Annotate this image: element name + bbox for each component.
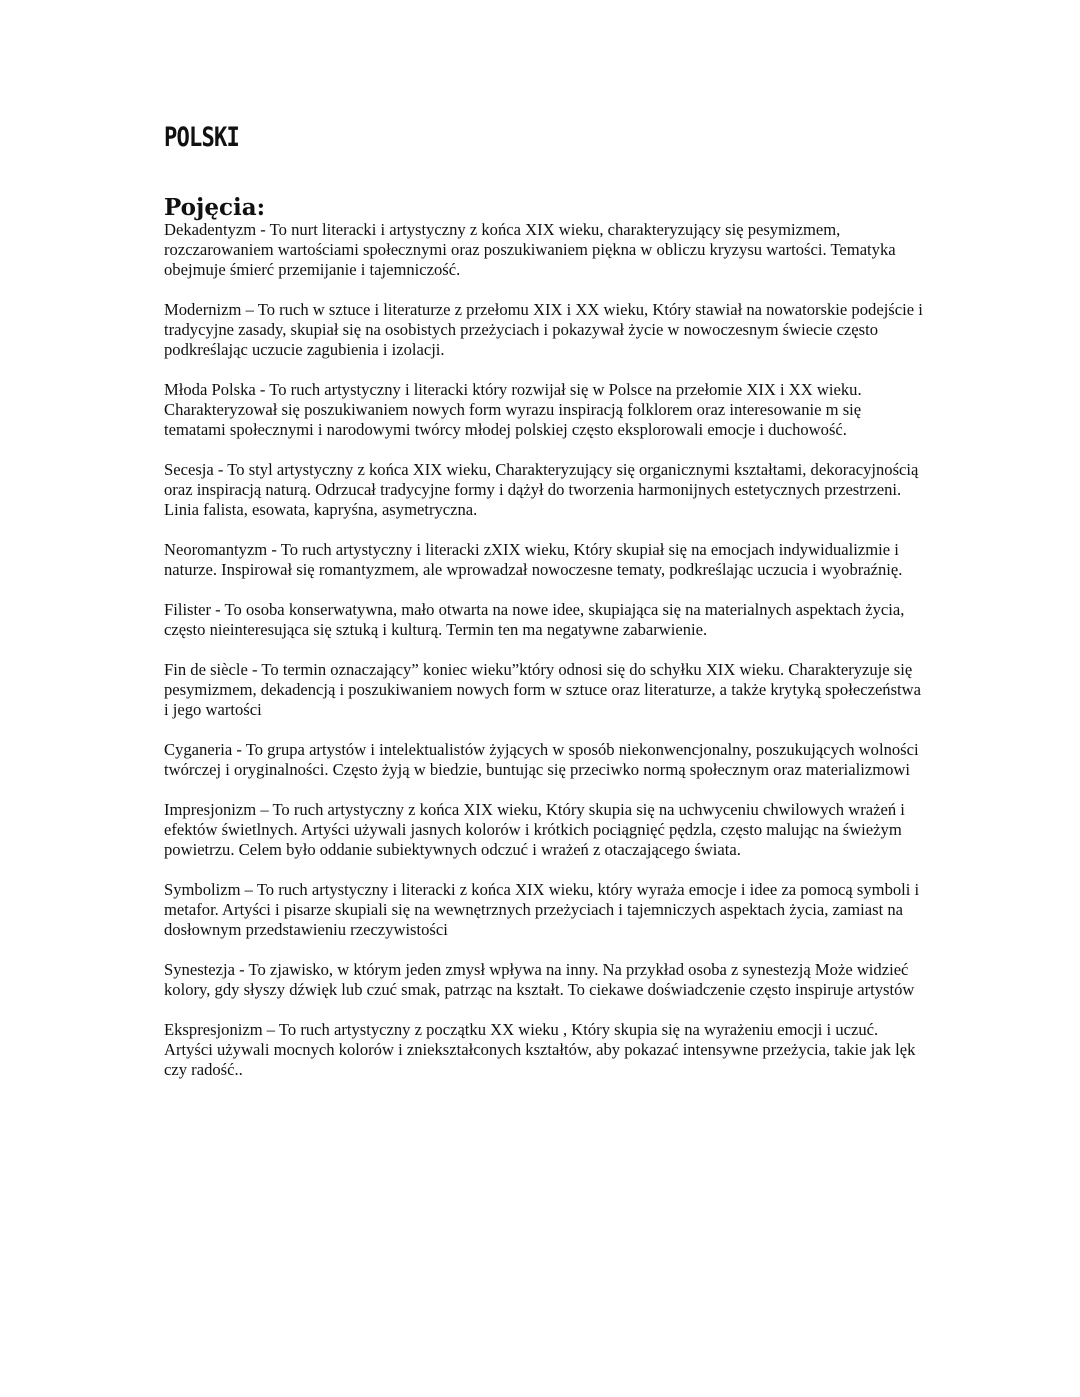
- term-mloda-polska: Młoda Polska - To ruch artystyczny i literacki który rozwijał się w Polsce na przełomie XIX i XX wieku. Charakteryzował się poszukiwaniem nowych form wyrazu inspiracją folklorem oraz interesowanie m się tematami społecznymi i narodowymi twórcy młodej polskiej często eksplorowali emocje i duchowość.: [164, 380, 862, 439]
- term-ekspresjonizm: Ekspresjonizm – To ruch artystyczny z początku XX wieku , Który skupia się na wyrażeniu emocji i uczuć. Artyści używali mocnych kolorów i zniekształconych kształtów, aby pokazać intensywne przeżycia, takie jak lęk czy radość..: [164, 1020, 916, 1079]
- term-filister: Filister - To osoba konserwatywna, mało otwarta na nowe idee, skupiająca się na materialnych aspektach życia, często nieinteresująca się sztuką i kulturą. Termin ten ma negatywne zabarwienie.: [164, 600, 905, 639]
- term-impresjonizm: Impresjonizm – To ruch artystyczny z końca XIX wieku, Który skupia się na uchwyceniu chwilowych wrażeń i efektów świetlnych. Artyści używali jasnych kolorów i krótkich pociągnięć pędzla, często malując na świeżym powietrzu. Celem było oddanie subiektywnych odczuć i wrażeń z otaczającego świata.: [164, 800, 905, 859]
- term-fin-de-siecle: Fin de siècle - To termin oznaczający” koniec wieku”który odnosi się do schyłku XIX wieku. Charakteryzuje się pesymizmem, dekadencją i poszukiwaniem nowych form w sztuce oraz literaturze, a także krytyką społeczeństwa i jego wartości: [164, 660, 922, 719]
- term-dekadentyzm: Dekadentyzm - To nurt literacki i artystyczny z końca XIX wieku, charakteryzujący się pesymizmem, rozczarowaniem wartościami społecznymi oraz poszukiwaniem piękna w obliczu kryzysu wartości. Tematyka obejmuje śmierć przemijanie i tajemniczość.: [164, 220, 896, 279]
- term-secesja: Secesja - To styl artystyczny z końca XIX wieku, Charakteryzujący się organicznymi kształtami, dekoracyjnością oraz inspiracją naturą. Odrzucał tradycyjne formy i dążył do tworzenia harmonijnych estetycznych przestrzeni. Linia falista, esowata, kapryśna, asymetryczna.: [164, 460, 919, 519]
- term-symbolizm: Symbolizm – To ruch artystyczny i literacki z końca XIX wieku, który wyraża emocje i idee za pomocą symboli i metafor. Artyści i pisarze skupiali się na wewnętrznych przeżyciach i tajemniczych aspektach życia, zamiast na dosłownym przedstawieniu rzeczywistości: [164, 880, 920, 939]
- section-heading: Pojęcia:: [164, 194, 266, 221]
- term-synestezja: Synestezja - To zjawisko, w którym jeden zmysł wpływa na inny. Na przykład osoba z synestezją Może widzieć kolory, gdy słyszy dźwięk lub czuć smak, patrząc na kształt. To ciekawe doświadczenie często inspiruje artystów: [164, 960, 915, 999]
- terms-list: [164, 220, 924, 1080]
- term-cyganeria: Cyganeria - To grupa artystów i intelektualistów żyjących w sposób niekonwencjonalny, poszukujących wolności twórczej i oryginalności. Często żyją w biedzie, buntując się przeciwko normą społecznym oraz materializmowi: [164, 740, 919, 779]
- document-title: POLSKI: [164, 122, 240, 153]
- term-neoromantyzm: Neoromantyzm - To ruch artystyczny i literacki zXIX wieku, Który skupiał się na emocjach indywidualizmie i naturze. Inspirował się romantyzmem, ale wprowadzał nowoczesne tematy, podkreślając uczucia i wyobraźnię.: [164, 540, 903, 579]
- term-modernizm: Modernizm – To ruch w sztuce i literaturze z przełomu XIX i XX wieku, Który stawiał na nowatorskie podejście i tradycyjne zasady, skupiał się na osobistych przeżyciach i pokazywał życie w nowoczesnym świecie często podkreślając uczucie zagubienia i izolacji.: [164, 300, 923, 359]
- document-page: [164, 118, 924, 1100]
